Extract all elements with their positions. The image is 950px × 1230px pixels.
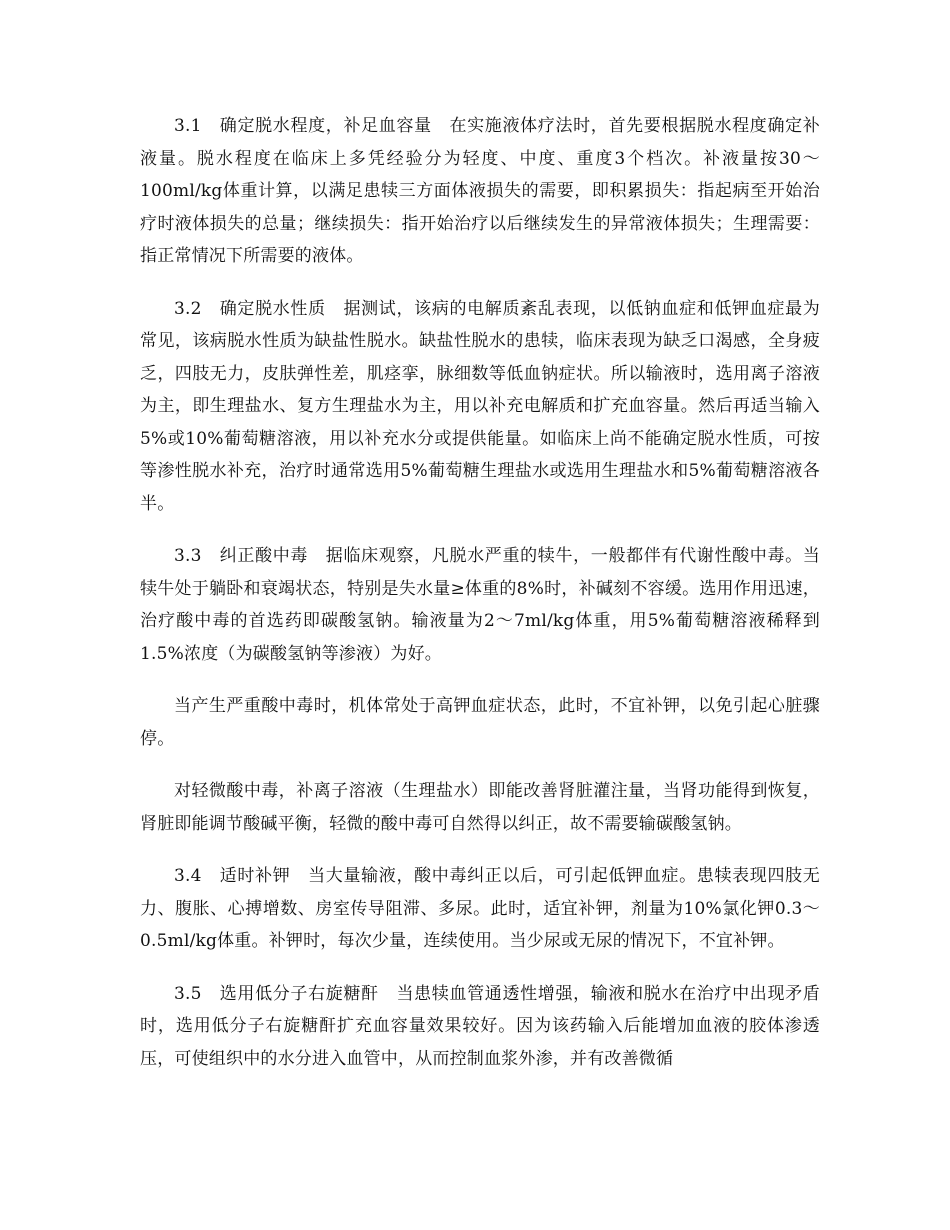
paragraph-hyperkalemia <box>140 690 820 755</box>
paragraph-3-5 <box>140 978 820 1076</box>
paragraph-3-2 <box>140 293 820 521</box>
paragraph-text: 当产生严重酸中毒时，机体常处于高钾血症状态，此时，不宜补钾，以免引起心脏骤停。 <box>140 696 820 749</box>
paragraph-text: 当患犊血管通透性增强，输液和脱水在治疗中出现矛盾时，选用低分子右旋糖酐扩充血容量效果较好。因为该药输入后能增加血液的胶体渗透压，可使组织中的水分进入血管中，从而控制血浆外渗，并有改善微循 <box>140 983 820 1069</box>
document-body <box>140 110 820 1095</box>
section-heading-3-3: 3.3 纠正酸中毒 <box>174 546 326 566</box>
paragraph-text: 当大量输液，酸中毒纠正以后，可引起低钾血症。患犊表现四肢无力、腹胀、心搏增数、房室传导阻滞、多尿。此时，适宜补钾，剂量为10%氯化钾0.3～0.5ml/kg体重。补钾时，每次少量，连续使用。当少尿或无尿的情况下，不宜补钾。 <box>140 866 820 951</box>
paragraph-text: 据测试，该病的电解质紊乱表现，以低钠血症和低钾血症最为常见，该病脱水性质为缺盐性脱水。缺盐性脱水的患犊，临床表现为缺乏口渴感，全身疲乏，四肢无力，皮肤弹性差，肌痉挛，脉细数等低血钠症状。所以输液时，选用离子溶液为主，即生理盐水、复方生理盐水为主，用以补充电解质和扩充血容量。然后再适当输入5%或10%葡萄糖溶液，用以补充水分或提供能量。如临床上尚不能确定脱水性质，可按等渗性脱水补充，治疗时通常选用5%葡萄糖生理盐水或选用生理盐水和5%葡萄糖溶液各半。 <box>140 298 820 514</box>
paragraph-3-4 <box>140 860 820 958</box>
paragraph-3-1 <box>140 110 820 273</box>
paragraph-text: 在实施液体疗法时，首先要根据脱水程度确定补液量。脱水程度在临床上多凭经验分为轻度、中度、重度3个档次。补液量按30～100ml/kg体重计算，以满足患犊三方面体液损失的需要，即积累损失：指起病至开始治疗时液体损失的总量；继续损失：指开始治疗以后继续发生的异常液体损失；生理需要：指正常情况下所需要的液体。 <box>140 116 821 266</box>
section-heading-3-4: 3.4 适时补钾 <box>174 866 309 886</box>
section-heading-3-5: 3.5 选用低分子右旋糖酐 <box>174 983 397 1004</box>
paragraph-3-3 <box>140 540 820 670</box>
paragraph-text: 据临床观察，凡脱水严重的犊牛，一般都伴有代谢性酸中毒。当犊牛处于躺卧和衰竭状态，特别是失水量≥体重的8%时，补碱刻不容缓。选用作用迅速，治疗酸中毒的首选药即碳酸氢钠。输液量为2～7ml/kg体重，用5%葡萄糖溶液稀释到1.5%浓度（为碳酸氢钠等渗液）为好。 <box>140 546 820 664</box>
paragraph-mild-acidosis <box>140 775 820 840</box>
paragraph-text: 对轻微酸中毒，补离子溶液（生理盐水）即能改善肾脏灌注量，当肾功能得到恢复，肾脏即能调节酸碱平衡，轻微的酸中毒可自然得以纠正，故不需要输碳酸氢钠。 <box>140 781 820 834</box>
section-heading-3-1: 3.1 确定脱水程度，补足血容量 <box>174 116 450 136</box>
section-heading-3-2: 3.2 确定脱水性质 <box>174 298 344 319</box>
